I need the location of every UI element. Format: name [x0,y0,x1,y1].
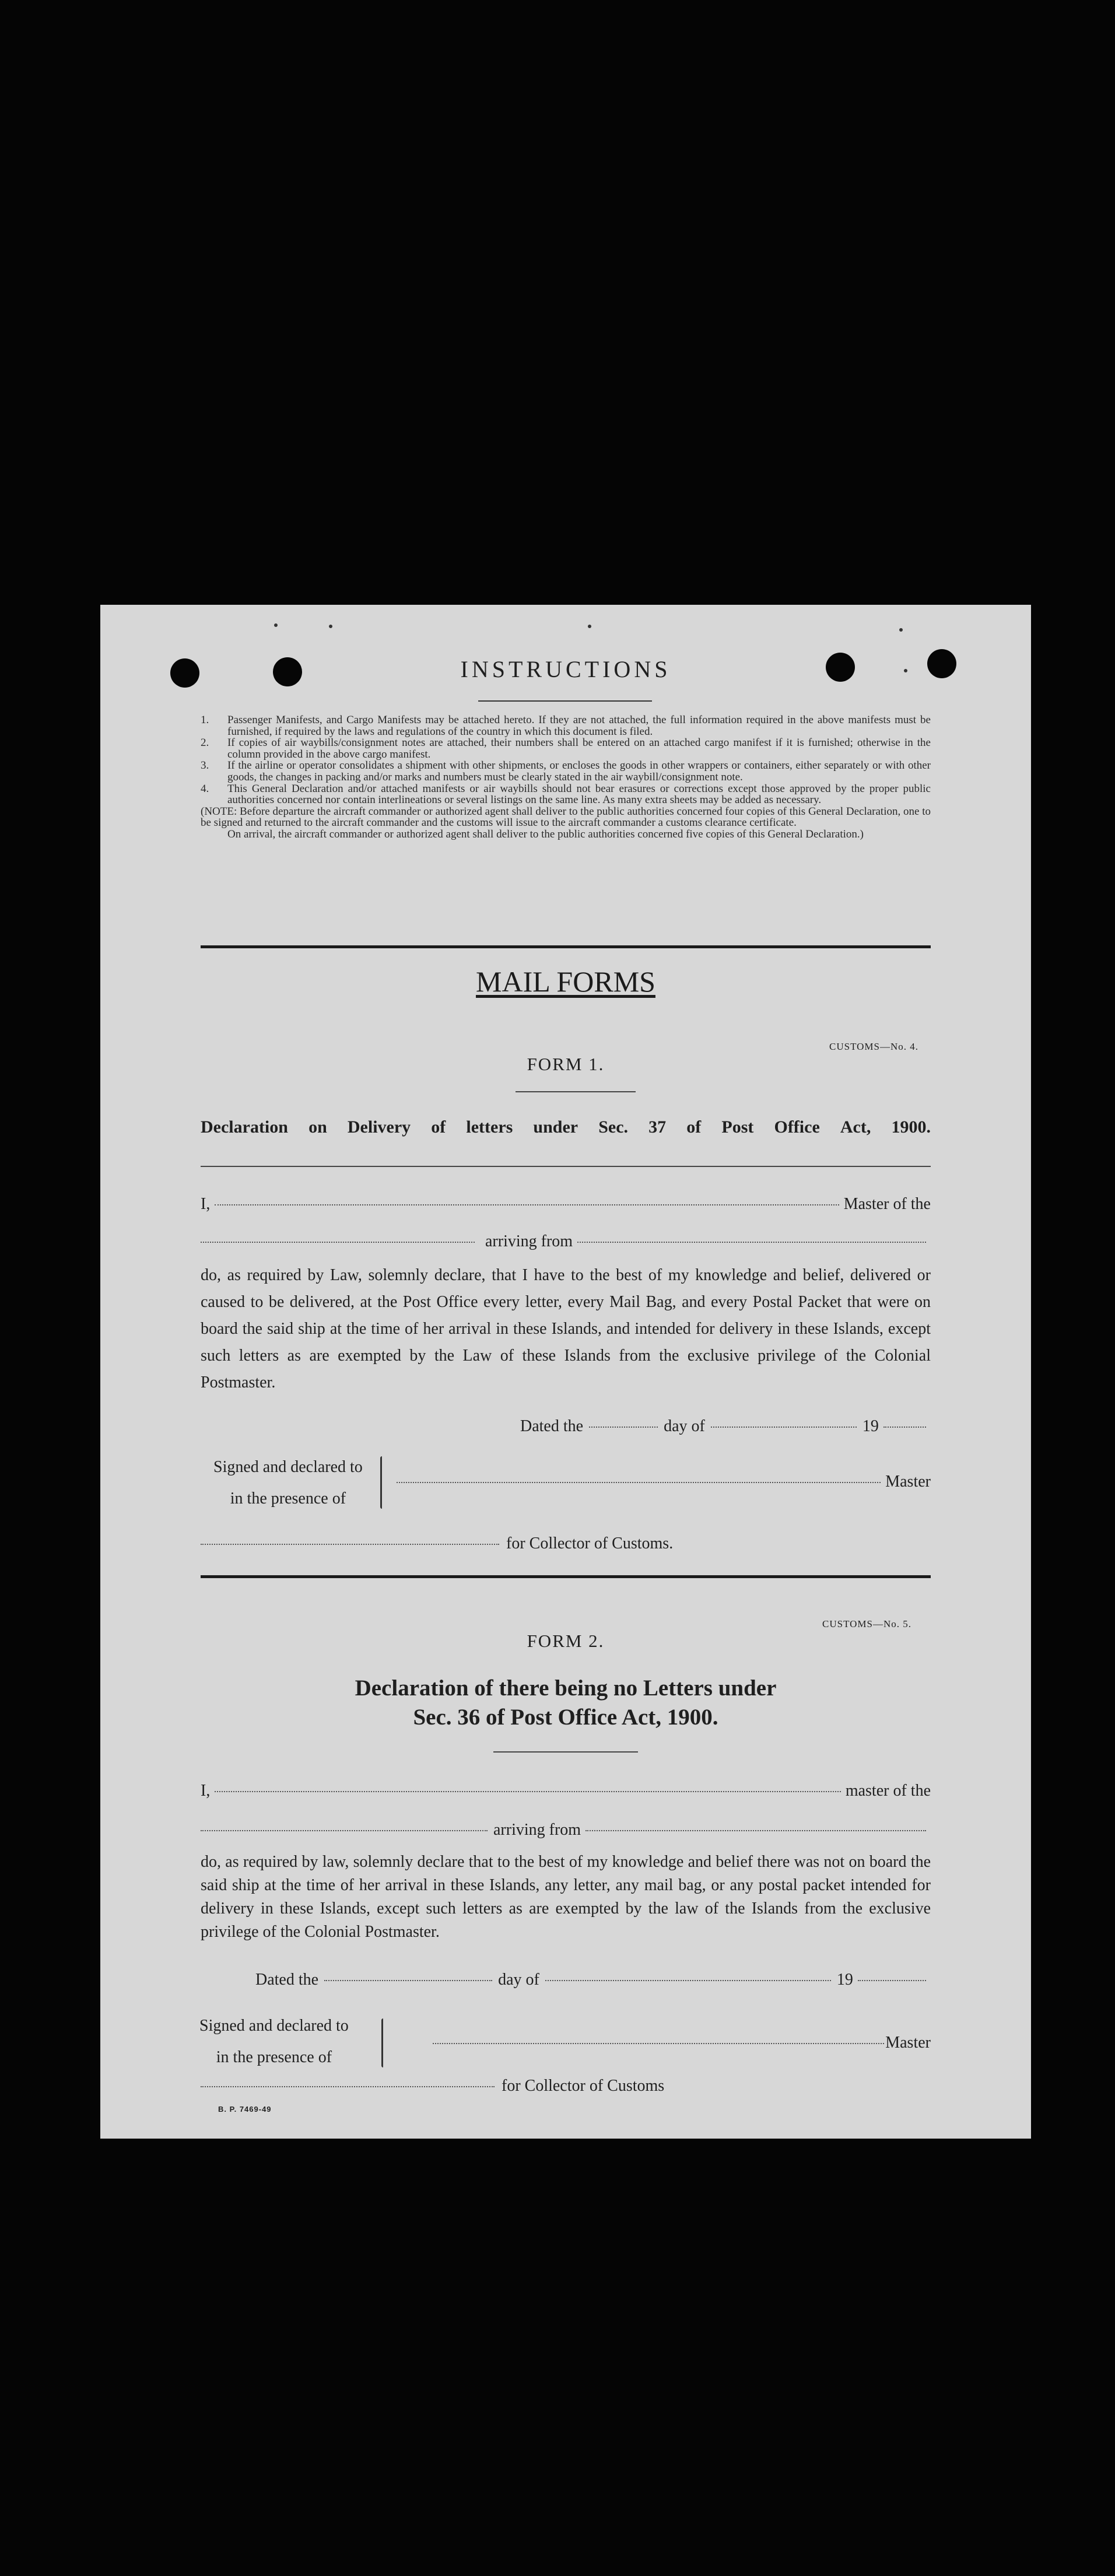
form2-body: do, as required by law, solemnly declare that to the best of my knowledge and belief there was not on board the said ship at the time of her arrival in these Islands, any letter, any mail bag, or any postal packet intended for delivery in these Islands, except such letters as are exempted by the law of the Islands from the exclusive privilege of the Colonial Postmaster. [201,1853,931,1941]
section-divider [201,1575,931,1578]
form2-master-line: I, master of the [201,1782,931,1800]
form1-title: FORM 1. [527,1054,605,1074]
customs-number: CUSTOMS—No. 4. [829,1041,919,1052]
form1-body: do, as required by Law, solemnly declare, that I have to the best of my knowledge and belief, delivered or caused to be delivered, at the Post Office every letter, every Mail Bag, and every Postal Packet that were on board the said ship at the time of her arrival in these Islands, and intended for delivery in these Islands, except such letters as are exempted by the Law of these Islands from the exclusive privilege of the Colonial Postmaster. [201,1266,931,1392]
arriving-from-field[interactable] [577,1242,926,1243]
collector-signature-field[interactable] [201,1544,499,1545]
form1-declaration-heading: Declaration on Delivery of letters under Sec. 37 of Post Office Act, 1900. [201,1117,931,1137]
form1-master-signature-line: Master [392,1473,931,1491]
date-month-field[interactable] [545,1980,831,1981]
ship-name-field[interactable] [201,1242,475,1243]
section-divider [201,945,931,948]
brace [381,2018,383,2067]
master-name-field[interactable] [215,1204,839,1205]
date-day-field[interactable] [324,1980,492,1981]
form1-arriving-line: arriving from [201,1232,931,1251]
date-year-field[interactable] [858,1980,926,1981]
master-name-field[interactable] [215,1791,841,1792]
form1-signed-label: Signed and declared to in the presence of [213,1458,363,1508]
arriving-from-field[interactable] [585,1830,926,1831]
form2-master-signature-line: Master [433,2034,931,2052]
collector-signature-field[interactable] [201,2086,495,2087]
master-signature-field[interactable] [397,1482,881,1483]
date-day-field[interactable] [589,1427,658,1428]
customs-number: CUSTOMS—No. 5. [822,1618,912,1629]
divider [478,700,652,702]
instruction-note: (NOTE: Before departure the aircraft commander or authorized agent shall deliver to the public authorities concerned four copies of this General Declaration, one to be signed and returned to the aircraft commander and the customs will issue to the aircraft commander a customs clearance certificate. [201,805,931,829]
form1-master-line: I, Master of the [201,1195,931,1213]
ship-name-field[interactable] [201,1830,488,1831]
brace [380,1456,382,1509]
mail-forms-title: MAIL FORMS [476,965,655,998]
instructions-title: INSTRUCTIONS [460,656,671,682]
form1-date-line: Dated the day of 19 [520,1417,931,1436]
print-code: B. P. 7469-49 [218,2105,272,2114]
divider [201,1166,931,1167]
form2-title: FORM 2. [527,1631,605,1651]
form2-declaration-heading: Declaration of there being no Letters under Sec. 36 of Post Office Act, 1900. [355,1676,777,1730]
instruction-item: 2. If copies of air waybills/consignment notes are attached, their numbers shall be entered on an attached cargo manifest if it is furnished; otherwise in the column provided in the above cargo manifest. [201,737,931,760]
master-signature-field[interactable] [433,2043,884,2044]
instruction-item: 4. This General Declaration and/or attached manifests or air waybills should not bear erasures or corrections except those approved by the proper public authorities concerned nor contain interlineations or several listings on the same line. As many extra sheets may be added as necessary. [201,782,931,807]
form1-collector-line: for Collector of Customs. [201,1534,679,1553]
divider [516,1091,636,1092]
date-year-field[interactable] [883,1427,926,1428]
instruction-note-arrival: On arrival, the aircraft commander or authorized agent shall deliver to the public authorities concerned five copies of this General Declaration.) [227,828,864,840]
form2-collector-line: for Collector of Customs [201,2077,679,2095]
instructions-list [201,714,931,840]
date-month-field[interactable] [711,1427,857,1428]
form2-arriving-line: arriving from [201,1821,931,1839]
form2-date-line: Dated the day of 19 [255,1971,931,1989]
instruction-item: 3. If the airline or operator consolidates a shipment with other shipments, or encloses the goods in other wrappers or containers, either separately or with other goods, the changes in packing and/or marks and numbers must be clearly stated in the air waybill/consignment note. [201,759,931,783]
form-sheet [100,605,1031,2139]
divider [493,1751,638,1753]
form2-signed-label: Signed and declared to in the presence of [199,2017,349,2066]
instruction-item: 1. Passenger Manifests, and Cargo Manifests may be attached hereto. If they are not attached, the full information required in the above manifests must be furnished, if required by the laws and regulations of the country in which this document is filed. [201,714,931,738]
